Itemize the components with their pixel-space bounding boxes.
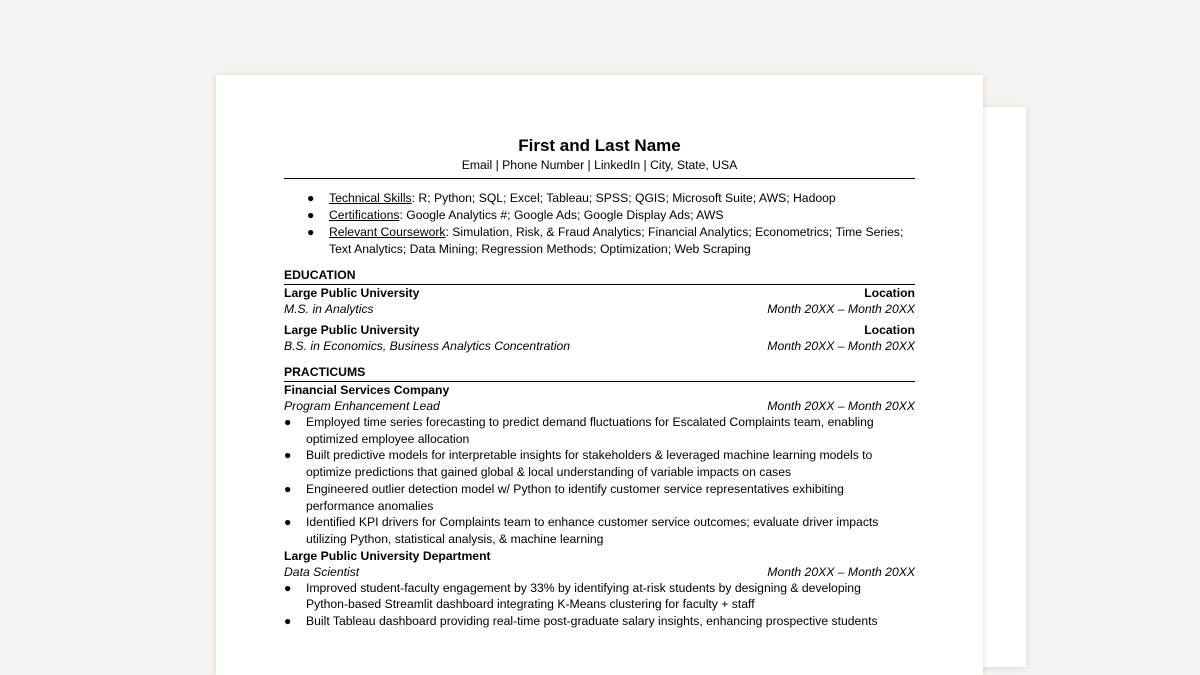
school-location: Location bbox=[864, 286, 915, 300]
bullet-item bbox=[284, 613, 915, 630]
resume-name: First and Last Name bbox=[518, 136, 681, 155]
school-name: Large Public University bbox=[284, 286, 420, 300]
skills-label: Certifications bbox=[329, 208, 400, 222]
bullet-icon: ● bbox=[307, 191, 315, 205]
bullet-icon: ● bbox=[284, 614, 292, 629]
skills-label: Relevant Coursework bbox=[329, 225, 446, 239]
practicums-heading: PRACTICUMS bbox=[284, 363, 915, 382]
bullet-icon: ● bbox=[284, 448, 292, 463]
education-dates: Month 20XX – Month 20XX bbox=[767, 302, 915, 316]
bullet-text: Engineered outlier detection model w/ Python to identify customer service representatives exhibiting performance anomalies bbox=[306, 481, 844, 513]
bullet-text: Employed time series forecasting to predict demand fluctuations for Escalated Complaints team, enabling optimized employee allocation bbox=[306, 415, 874, 446]
practicum-entry bbox=[284, 382, 915, 548]
degree: M.S. in Analytics bbox=[284, 302, 374, 316]
bullet-text: Built Tableau dashboard providing real-time post-graduate salary insights, enhancing prospective students bbox=[306, 614, 878, 629]
bullet-item bbox=[284, 481, 915, 514]
role-title: Program Enhancement Lead bbox=[284, 399, 440, 413]
bullet-item bbox=[284, 580, 915, 613]
bullet-item bbox=[284, 514, 915, 547]
bullet-icon: ● bbox=[284, 415, 292, 429]
bullet-icon: ● bbox=[284, 515, 292, 530]
bullet-icon: ● bbox=[307, 208, 315, 222]
bullet-text: Identified KPI drivers for Complaints team to enhance customer service outcomes; evaluate driver impacts utilizing Python, statistical analysis, & machine learning bbox=[306, 515, 879, 546]
bullet-text: Improved student-faculty engagement by 33% by identifying at-risk students by designing & developing Python-based Streamlit dashboard integrating K-Means clustering for faculty + staff bbox=[306, 580, 861, 612]
skills-list bbox=[284, 190, 915, 257]
organization-name: Large Public University Department bbox=[284, 548, 491, 563]
education-entry bbox=[284, 322, 915, 354]
resume-page bbox=[216, 75, 983, 675]
resume-contact: Email | Phone Number | LinkedIn | City, State, USA bbox=[284, 157, 915, 179]
bullet-item bbox=[284, 447, 915, 480]
education-heading: EDUCATION bbox=[284, 266, 915, 285]
skills-item bbox=[284, 190, 915, 207]
practicum-entry bbox=[284, 548, 915, 630]
school-location: Location bbox=[864, 323, 915, 337]
skills-label: Technical Skills bbox=[329, 191, 412, 205]
degree: B.S. in Economics, Business Analytics Concentration bbox=[284, 339, 571, 353]
school-name: Large Public University bbox=[284, 323, 420, 337]
skills-text: : Google Analytics #; Google Ads; Google Display Ads; AWS bbox=[399, 208, 724, 222]
skills-text: : R; Python; SQL; Excel; Tableau; SPSS; QGIS; Microsoft Suite; AWS; Hadoop bbox=[411, 191, 836, 205]
practicum-bullets bbox=[284, 580, 915, 630]
resume-document bbox=[284, 135, 915, 630]
bullet-icon: ● bbox=[284, 580, 292, 595]
bullet-item bbox=[284, 414, 915, 447]
organization-name: Financial Services Company bbox=[284, 383, 450, 397]
skills-item bbox=[284, 224, 915, 257]
practicum-bullets bbox=[284, 414, 915, 548]
skills-item bbox=[284, 207, 915, 224]
role-dates: Month 20XX – Month 20XX bbox=[767, 564, 915, 579]
bullet-icon: ● bbox=[307, 225, 315, 239]
bullet-icon: ● bbox=[284, 481, 292, 496]
bullet-text: Built predictive models for interpretable insights for stakeholders & leveraged machine learning models to optimize predictions that gained global & local understanding of variable impacts on cases bbox=[306, 448, 873, 480]
skills-text: : Simulation, Risk, & Fraud Analytics; Financial Analytics; Econometrics; Time Series; Text Analytics; Data Mining; Regression Methods; Optimization; Web Scraping bbox=[329, 225, 904, 256]
role-dates: Month 20XX – Month 20XX bbox=[767, 399, 915, 413]
education-entry bbox=[284, 285, 915, 317]
role-title: Data Scientist bbox=[284, 564, 360, 579]
education-dates: Month 20XX – Month 20XX bbox=[767, 339, 915, 353]
